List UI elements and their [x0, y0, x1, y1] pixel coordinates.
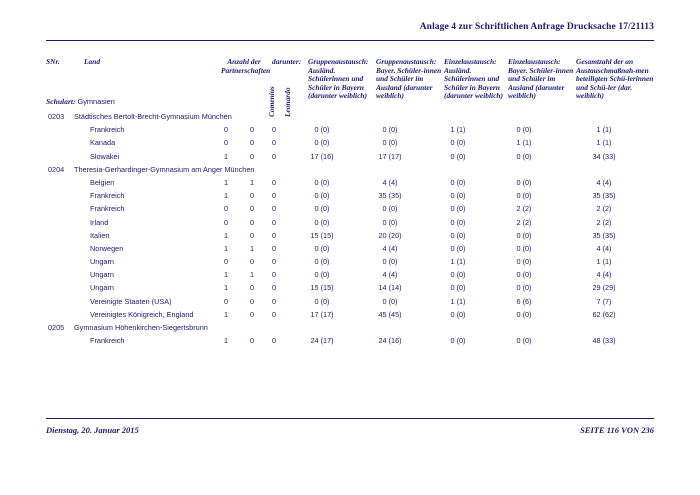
cell-einzelaustausch-auslaendisch: 1 (1): [450, 257, 466, 267]
cell-einzelaustausch-bayern: 2 (2): [516, 204, 532, 214]
cell-comenius: 0: [249, 336, 255, 346]
table-body: [46, 112, 654, 349]
table-row: [46, 283, 654, 296]
cell-leonardo: 0: [271, 296, 277, 306]
cell-land: Kanada: [90, 138, 116, 148]
table-row: [46, 336, 654, 349]
cell-leonardo: 0: [271, 257, 277, 267]
cell-land: Slowakei: [90, 151, 120, 161]
cell-leonardo: 0: [271, 204, 277, 214]
header-divider: [46, 40, 654, 41]
cell-gesamtzahl: 35 (35): [592, 230, 616, 240]
cell-comenius: 0: [249, 296, 255, 306]
cell-land: Vereinigte Staaten (USA): [90, 296, 172, 306]
footer-divider: [46, 418, 654, 419]
cell-gruppenaustausch-bayern: 20 (20): [378, 230, 402, 240]
table-row: [46, 244, 654, 257]
cell-anzahl: 1: [223, 151, 229, 161]
cell-anzahl: 1: [223, 283, 229, 293]
cell-gruppenaustausch-bayern: 0 (0): [382, 257, 398, 267]
cell-gruppenaustausch-auslaendisch: 0 (0): [314, 204, 330, 214]
cell-gesamtzahl: 4 (4): [596, 243, 612, 253]
cell-gruppenaustausch-auslaendisch: 17 (16): [310, 151, 334, 161]
cell-gruppenaustausch-auslaendisch: 0 (0): [314, 243, 330, 253]
table-row: [46, 125, 654, 138]
cell-gesamtzahl: 29 (29): [592, 283, 616, 293]
cell-gruppenaustausch-auslaendisch: 0 (0): [314, 270, 330, 280]
table-row: [46, 231, 654, 244]
cell-leonardo: 0: [271, 151, 277, 161]
cell-land: Belgien: [90, 177, 115, 187]
cell-school-name: Städtisches Bertolt-Brecht-Gymnasium München: [74, 112, 232, 121]
table-row: [46, 257, 654, 270]
cell-gruppenaustausch-auslaendisch: 15 (15): [310, 230, 334, 240]
cell-land: Norwegen: [90, 243, 124, 253]
cell-comenius: 0: [249, 138, 255, 148]
cell-anzahl: 0: [223, 296, 229, 306]
table-row: [46, 218, 654, 231]
cell-anzahl: 0: [223, 217, 229, 227]
cell-comenius: 0: [249, 204, 255, 214]
table-row: [46, 270, 654, 283]
school-row: [46, 323, 654, 336]
cell-comenius: 0: [249, 217, 255, 227]
cell-gruppenaustausch-bayern: 0 (0): [382, 125, 398, 135]
schulart-value: Gymnasien: [77, 97, 115, 106]
cell-leonardo: 0: [271, 138, 277, 148]
table-row: [46, 178, 654, 191]
cell-comenius: 0: [249, 191, 255, 201]
column-header-anzahl: Anzahl der Partnerschaften: [221, 57, 271, 75]
cell-leonardo: 0: [271, 125, 277, 135]
cell-anzahl: 1: [223, 270, 229, 280]
cell-land: Irland: [90, 217, 109, 227]
cell-einzelaustausch-auslaendisch: 0 (0): [450, 217, 466, 227]
cell-comenius: 1: [249, 270, 255, 280]
cell-gruppenaustausch-bayern: 4 (4): [382, 177, 398, 187]
cell-gesamtzahl: 62 (62): [592, 309, 616, 319]
cell-gruppenaustausch-auslaendisch: 0 (0): [314, 217, 330, 227]
cell-leonardo: 0: [271, 243, 277, 253]
cell-einzelaustausch-auslaendisch: 0 (0): [450, 336, 466, 346]
cell-gesamtzahl: 4 (4): [596, 270, 612, 280]
cell-anzahl: 0: [223, 138, 229, 148]
column-header-comenius: Comenius: [267, 86, 276, 117]
cell-einzelaustausch-auslaendisch: 0 (0): [450, 283, 466, 293]
cell-school-name: Gymnasium Höhenkirchen-Siegertsbrunn: [74, 323, 208, 332]
table-row: [46, 297, 654, 310]
cell-comenius: 1: [249, 177, 255, 187]
table-row: [46, 310, 654, 323]
cell-anzahl: 1: [223, 177, 229, 187]
cell-land: Frankreich: [90, 125, 125, 135]
cell-einzelaustausch-bayern: 0 (0): [516, 125, 532, 135]
cell-einzelaustausch-bayern: 0 (0): [516, 177, 532, 187]
cell-einzelaustausch-bayern: 2 (2): [516, 217, 532, 227]
cell-einzelaustausch-bayern: 0 (0): [516, 151, 532, 161]
cell-land: Ungarn: [90, 257, 114, 267]
cell-comenius: 0: [249, 230, 255, 240]
cell-einzelaustausch-bayern: 0 (0): [516, 243, 532, 253]
cell-einzelaustausch-auslaendisch: 0 (0): [450, 204, 466, 214]
column-header-leonardo: Leonardo: [283, 87, 292, 117]
cell-land: Frankreich: [90, 336, 125, 346]
cell-gesamtzahl: 1 (1): [596, 138, 612, 148]
cell-einzelaustausch-auslaendisch: 1 (1): [450, 125, 466, 135]
cell-gesamtzahl: 1 (1): [596, 257, 612, 267]
column-header-einzelaustausch-bayern: Einzelaustausch: Bayer. Schüler-innen und Schüler im Ausland (darunter weiblich): [508, 57, 574, 101]
cell-einzelaustausch-bayern: 0 (0): [516, 270, 532, 280]
cell-land: Frankreich: [90, 204, 125, 214]
cell-land: Italien: [90, 230, 110, 240]
footer-date: Dienstag, 20. Januar 2015: [46, 425, 139, 435]
document-header-title: Anlage 4 zur Schriftlichen Anfrage Drucksache 17/21113: [419, 22, 654, 32]
cell-anzahl: 1: [223, 309, 229, 319]
cell-gesamtzahl: 34 (33): [592, 151, 616, 161]
cell-gruppenaustausch-bayern: 0 (0): [382, 138, 398, 148]
cell-gruppenaustausch-auslaendisch: 0 (0): [314, 177, 330, 187]
cell-leonardo: 0: [271, 217, 277, 227]
cell-gruppenaustausch-bayern: 17 (17): [378, 151, 402, 161]
column-header-einzelaustausch-auslaendisch: Einzelaustausch: Ausländ. Schülerinnen und Schüler in Bayern (darunter weiblich): [444, 57, 503, 101]
cell-einzelaustausch-bayern: 1 (1): [516, 138, 532, 148]
cell-gruppenaustausch-bayern: 35 (35): [378, 191, 402, 201]
cell-gruppenaustausch-bayern: 4 (4): [382, 270, 398, 280]
cell-leonardo: 0: [271, 270, 277, 280]
cell-gruppenaustausch-auslaendisch: 15 (15): [310, 283, 334, 293]
cell-gesamtzahl: 1 (1): [596, 125, 612, 135]
cell-einzelaustausch-bayern: 0 (0): [516, 283, 532, 293]
cell-gruppenaustausch-auslaendisch: 0 (0): [314, 125, 330, 135]
cell-gesamtzahl: 48 (33): [592, 336, 616, 346]
cell-comenius: 1: [249, 243, 255, 253]
cell-gruppenaustausch-auslaendisch: 0 (0): [314, 191, 330, 201]
cell-einzelaustausch-auslaendisch: 1 (1): [450, 296, 466, 306]
cell-einzelaustausch-auslaendisch: 0 (0): [450, 191, 466, 201]
cell-einzelaustausch-bayern: 0 (0): [516, 257, 532, 267]
cell-gruppenaustausch-bayern: 4 (4): [382, 243, 398, 253]
footer-page-number: SEITE 116 VON 236: [580, 425, 654, 435]
cell-einzelaustausch-bayern: 0 (0): [516, 191, 532, 201]
cell-snr: 0205: [48, 323, 65, 332]
cell-leonardo: 0: [271, 336, 277, 346]
cell-anzahl: 0: [223, 257, 229, 267]
cell-einzelaustausch-bayern: 0 (0): [516, 309, 532, 319]
cell-einzelaustausch-auslaendisch: 0 (0): [450, 151, 466, 161]
cell-snr: 0203: [48, 112, 65, 121]
cell-gruppenaustausch-auslaendisch: 0 (0): [314, 257, 330, 267]
cell-gesamtzahl: 4 (4): [596, 177, 612, 187]
cell-land: Vereinigtes Königreich, England: [90, 309, 194, 319]
cell-gruppenaustausch-bayern: 14 (14): [378, 283, 402, 293]
cell-anzahl: 0: [223, 125, 229, 135]
table-row: [46, 204, 654, 217]
column-header-land: Land: [84, 57, 101, 66]
cell-gruppenaustausch-auslaendisch: 24 (17): [310, 336, 334, 346]
school-row: [46, 112, 654, 125]
column-header-gesamtzahl: Gesamtzahl der an Austauschmaßnah-men beteiligten Schü-lerinnen und Schü-ler (dar. weiblich): [576, 57, 654, 101]
cell-comenius: 0: [249, 257, 255, 267]
cell-einzelaustausch-auslaendisch: 0 (0): [450, 177, 466, 187]
cell-anzahl: 1: [223, 336, 229, 346]
cell-comenius: 0: [249, 309, 255, 319]
cell-comenius: 0: [249, 283, 255, 293]
cell-gesamtzahl: 35 (35): [592, 191, 616, 201]
cell-gruppenaustausch-bayern: 24 (16): [378, 336, 402, 346]
cell-land: Ungarn: [90, 283, 114, 293]
cell-comenius: 0: [249, 151, 255, 161]
column-header-gruppenaustausch-bayern: Gruppenaustausch: Bayer. Schüler-innen und Schüler im Ausland (darunter weiblich): [376, 57, 442, 101]
cell-leonardo: 0: [271, 230, 277, 240]
cell-leonardo: 0: [271, 283, 277, 293]
cell-einzelaustausch-bayern: 0 (0): [516, 336, 532, 346]
cell-gruppenaustausch-bayern: 0 (0): [382, 296, 398, 306]
cell-anzahl: 1: [223, 243, 229, 253]
cell-einzelaustausch-auslaendisch: 0 (0): [450, 243, 466, 253]
table-row: [46, 152, 654, 165]
table-row: [46, 191, 654, 204]
cell-einzelaustausch-bayern: 6 (6): [516, 296, 532, 306]
cell-leonardo: 0: [271, 177, 277, 187]
cell-gruppenaustausch-bayern: 0 (0): [382, 204, 398, 214]
cell-gesamtzahl: 2 (2): [596, 204, 612, 214]
cell-gesamtzahl: 2 (2): [596, 217, 612, 227]
cell-einzelaustausch-auslaendisch: 0 (0): [450, 138, 466, 148]
cell-gruppenaustausch-auslaendisch: 17 (17): [310, 309, 334, 319]
cell-comenius: 0: [249, 125, 255, 135]
cell-einzelaustausch-auslaendisch: 0 (0): [450, 270, 466, 280]
table-row: [46, 138, 654, 151]
cell-anzahl: 1: [223, 191, 229, 201]
cell-gruppenaustausch-auslaendisch: 0 (0): [314, 138, 330, 148]
cell-school-name: Theresia-Gerhardinger-Gymnasium am Anger München: [74, 164, 255, 174]
column-header-snr: SNr.: [46, 57, 60, 66]
schulart-row: [46, 97, 115, 106]
cell-gesamtzahl: 7 (7): [596, 296, 612, 306]
cell-einzelaustausch-bayern: 0 (0): [516, 230, 532, 240]
cell-leonardo: 0: [271, 191, 277, 201]
schulart-label: Schulart:: [46, 97, 76, 106]
cell-anzahl: 0: [223, 204, 229, 214]
school-row: [46, 165, 654, 178]
cell-snr: 0204: [48, 164, 65, 174]
cell-gruppenaustausch-bayern: 0 (0): [382, 217, 398, 227]
cell-land: Frankreich: [90, 191, 125, 201]
cell-einzelaustausch-auslaendisch: 0 (0): [450, 230, 466, 240]
cell-anzahl: 1: [223, 230, 229, 240]
cell-gruppenaustausch-bayern: 45 (45): [378, 309, 402, 319]
cell-gruppenaustausch-auslaendisch: 0 (0): [314, 296, 330, 306]
cell-einzelaustausch-auslaendisch: 0 (0): [450, 309, 466, 319]
column-header-gruppenaustausch-auslaendisch: Gruppenaustausch: Ausländ. Schülerinnen und Schüler in Bayern (darunter weiblich): [308, 57, 369, 101]
cell-leonardo: 0: [271, 309, 277, 319]
column-header-darunter: darunter:: [272, 57, 302, 66]
cell-land: Ungarn: [90, 270, 114, 280]
